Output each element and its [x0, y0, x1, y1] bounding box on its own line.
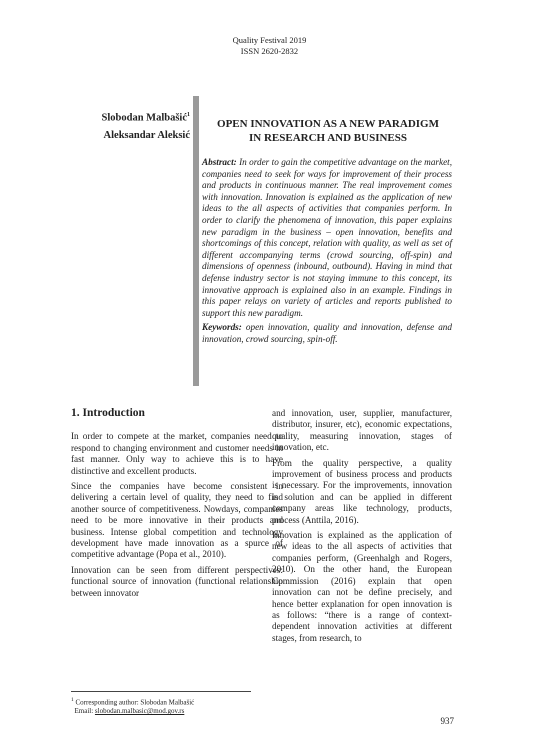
- footnote-line-1: [71, 696, 371, 707]
- paragraph: From the quality perspective, a quality improvement of business process and products is necessary. For the improvements, innovation is solution and can be applied in different company areas like technology, products, process (Anttila, 2016).: [272, 457, 452, 525]
- author-2-name: Aleksandar Aleksić: [103, 129, 190, 141]
- abstract: [202, 157, 452, 319]
- title-line-1: OPEN INNOVATION AS A NEW PARADIGM: [217, 118, 439, 130]
- email-label: Email:: [74, 707, 95, 716]
- abstract-text: In order to gain the competitive advantage on the market, companies need to seek for ways for improvement of their process and products in continuous manner. The real improvement comes with innovation. Innovation is explained as the application of new ideas to the all aspects of activities that companies perform. In order to clarify the phenomena of innovation, this paper explains new paradigm in the business – open innovation, benefits and shortcomings of this concept, relation with quality, as well as set of different accompanying terms (crowd sourcing, off-spin) and dimensions of openness (inbound, outbound). Having in mind that defense industry sector is not staying immune to this concept, its innovative approach is explained also in an example. Findings in this paper relays on variety of articles and reports published to support this new paradigm.: [202, 157, 452, 318]
- left-column: [71, 408, 283, 603]
- paper-title: [202, 117, 454, 145]
- paragraph: Innovation can be seen from different perspectives: functional source of innovation (functional relationship between innovator: [71, 564, 283, 598]
- author-1-footnote-mark: 1: [187, 112, 190, 118]
- author-list: [60, 107, 190, 144]
- journal-name: Quality Festival 2019: [232, 35, 307, 45]
- abstract-label: Abstract:: [202, 157, 237, 167]
- vertical-divider: [193, 96, 199, 386]
- footnote-mark: 1: [71, 697, 74, 703]
- email-link[interactable]: slobodan.malbasic@mod.gov.rs: [94, 707, 185, 716]
- author-1-name: Slobodan Malbašić: [101, 112, 187, 124]
- footnote-text: Corresponding author: Slobodan Malbašić: [75, 698, 195, 707]
- footnote: [71, 696, 371, 716]
- author-2: [60, 127, 190, 144]
- keywords-label: Keywords:: [202, 322, 242, 332]
- paragraph: Since the companies have become consistent in delivering a certain level of quality, they need to find another source of competitiveness. Nowdays, companies need to be more innovative in their products and business. Intense global competition and technology development have made innovation as a spurce of competitive advantage (Popa et al., 2010).: [71, 481, 283, 560]
- journal-header: [0, 35, 539, 57]
- footnote-line-2: [71, 707, 371, 716]
- footnote-separator: [71, 691, 251, 692]
- keywords: [202, 322, 452, 345]
- section-title: 1. Introduction: [71, 407, 145, 419]
- paragraph: and innovation, user, supplier, manufacturer, distributor, insurer, etc), economic expectations, quality, measuring innovation, stages of innovation, etc.: [272, 408, 452, 453]
- title-line-2: IN RESEARCH AND BUSINESS: [248, 132, 408, 144]
- page-number: 937: [440, 716, 454, 726]
- paragraph: In order to compete at the market, companies need to respond to changing environment and customer needs in fast manner. Only way to achieve this is to have distinctive and excellent products.: [71, 431, 283, 476]
- issn: ISSN 2620-2832: [240, 46, 299, 56]
- paragraph: Innovation is explained as the application of new ideas to the all aspects of activities that companies perform, (Greenhalgh and Rogers, 2010). On the other hand, the European Commission (2016) explain that open innovation can not be define precisely, and hence better explanation for open innovation is as follows: “there is a range of context-dependent innovation activities at different stages, from research, to: [272, 530, 452, 643]
- keywords-text: open innovation, quality and innovation, defense and innovation, crowd sourcing, spin-off.: [202, 322, 452, 344]
- right-column: [272, 408, 452, 648]
- author-1: [60, 107, 190, 127]
